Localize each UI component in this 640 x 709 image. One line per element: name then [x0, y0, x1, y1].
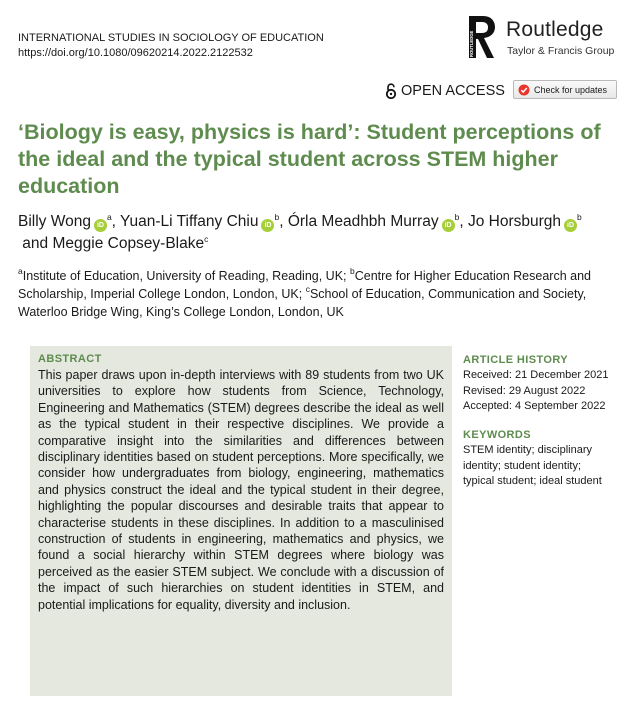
author-name[interactable]: Órla Meadhbh Murray [287, 213, 439, 230]
author-name[interactable]: Meggie Copsey-Blake [52, 235, 205, 252]
open-access-label: OPEN ACCESS [401, 83, 505, 99]
abstract-heading: ABSTRACT [38, 353, 102, 365]
affiliation-mark: c [305, 284, 310, 294]
publisher-subtitle: Taylor & Francis Group [507, 45, 615, 57]
received-date: Received: 21 December 2021 [463, 369, 609, 381]
author-separator: , [459, 213, 464, 230]
orcid-icon[interactable]: iD [94, 219, 107, 232]
logo-mark-text: ROUTLEDGE [468, 30, 474, 57]
open-access-badge [385, 83, 505, 99]
doi-link[interactable]: https://doi.org/10.1080/09620214.2022.2122532 [18, 47, 253, 59]
publisher-logo[interactable] [467, 14, 627, 62]
affiliation-mark: b [350, 266, 355, 276]
article-title: ‘Biology is easy, physics is hard’: Student perceptions of the ideal and the typical student across STEM higher education [18, 120, 601, 198]
author-affiliation-mark: a [106, 212, 112, 222]
author-affiliation-mark: b [454, 212, 460, 222]
author-separator: and [18, 235, 53, 252]
publisher-name: Routledge [506, 18, 604, 41]
author-affiliation-mark: c [204, 234, 209, 244]
orcid-icon[interactable]: iD [564, 219, 577, 232]
author-separator: , [111, 213, 121, 230]
author-name[interactable]: Yuan-Li Tiffany Chiu [120, 213, 259, 230]
abstract-text: This paper draws upon in-depth interviews with 89 students from two UK universities to explore how students from Science, Technology, Engineering and Mathematics (STEM) degrees describe the ideal as well as the typical student in their respective disciplines. We provide a comparative insight into the similarities and differences between disciplinary identities based on student perceptions. More specifically, we consider how undergraduates from biology, engineering, mathematics and physics construct the ideal and the typical student in their degree, highlighting the popular discourses and desirable traits that appear to characterise students in these disciplines. In addition to a masculinised construction of students in engineering, mathematics and physics, we found a social hierarchy within STEM degrees where biology was perceived as the easier STEM subject. We conclude with a discussion of the impact of such hierarchies on student identities in STEM, and potential implications for equality, diversity and inclusion. [38, 368, 444, 612]
open-lock-icon [385, 83, 397, 99]
journal-header [18, 31, 324, 61]
article-history [463, 353, 628, 415]
keywords-line: STEM identity; disciplinary [463, 444, 592, 456]
keywords-heading: KEYWORDS [463, 429, 531, 441]
article-history-heading: ARTICLE HISTORY [463, 354, 569, 366]
orcid-icon[interactable]: iD [261, 219, 274, 232]
check-for-updates-label: Check for updates [534, 84, 608, 95]
crossmark-icon [518, 84, 530, 96]
author-name[interactable]: Billy Wong [18, 213, 91, 230]
affiliation-text: Institute of Education, University of Reading, Reading, UK; [22, 269, 350, 283]
keywords-line: identity; student identity; [463, 459, 582, 472]
abstract-box [30, 346, 452, 696]
author-name[interactable]: Jo Horsburgh [467, 213, 561, 230]
journal-name: INTERNATIONAL STUDIES IN SOCIOLOGY OF EDUCATION [18, 32, 324, 44]
revised-date: Revised: 29 August 2022 [463, 384, 586, 397]
author-affiliation-mark: b [274, 212, 280, 222]
author-separator: , [279, 213, 288, 230]
accepted-date: Accepted: 4 September 2022 [463, 400, 606, 412]
author-affiliation-mark: b [577, 212, 582, 222]
check-for-updates-button[interactable] [513, 80, 617, 99]
affiliation-mark: a [18, 266, 23, 276]
author-list [18, 211, 624, 255]
keywords [463, 428, 628, 490]
keywords-line: typical student; ideal student [463, 475, 602, 487]
routledge-logo-icon [467, 14, 497, 60]
affiliation-text: Centre for Higher Education Research and Scholarship, Imperial College London, London, UK; [18, 269, 591, 301]
affiliation-text: School of Education, Communication and Society, Waterloo Bridge Wing, King’s College London, London, UK [18, 287, 587, 319]
affiliations [18, 267, 624, 321]
orcid-icon[interactable]: iD [442, 219, 455, 232]
